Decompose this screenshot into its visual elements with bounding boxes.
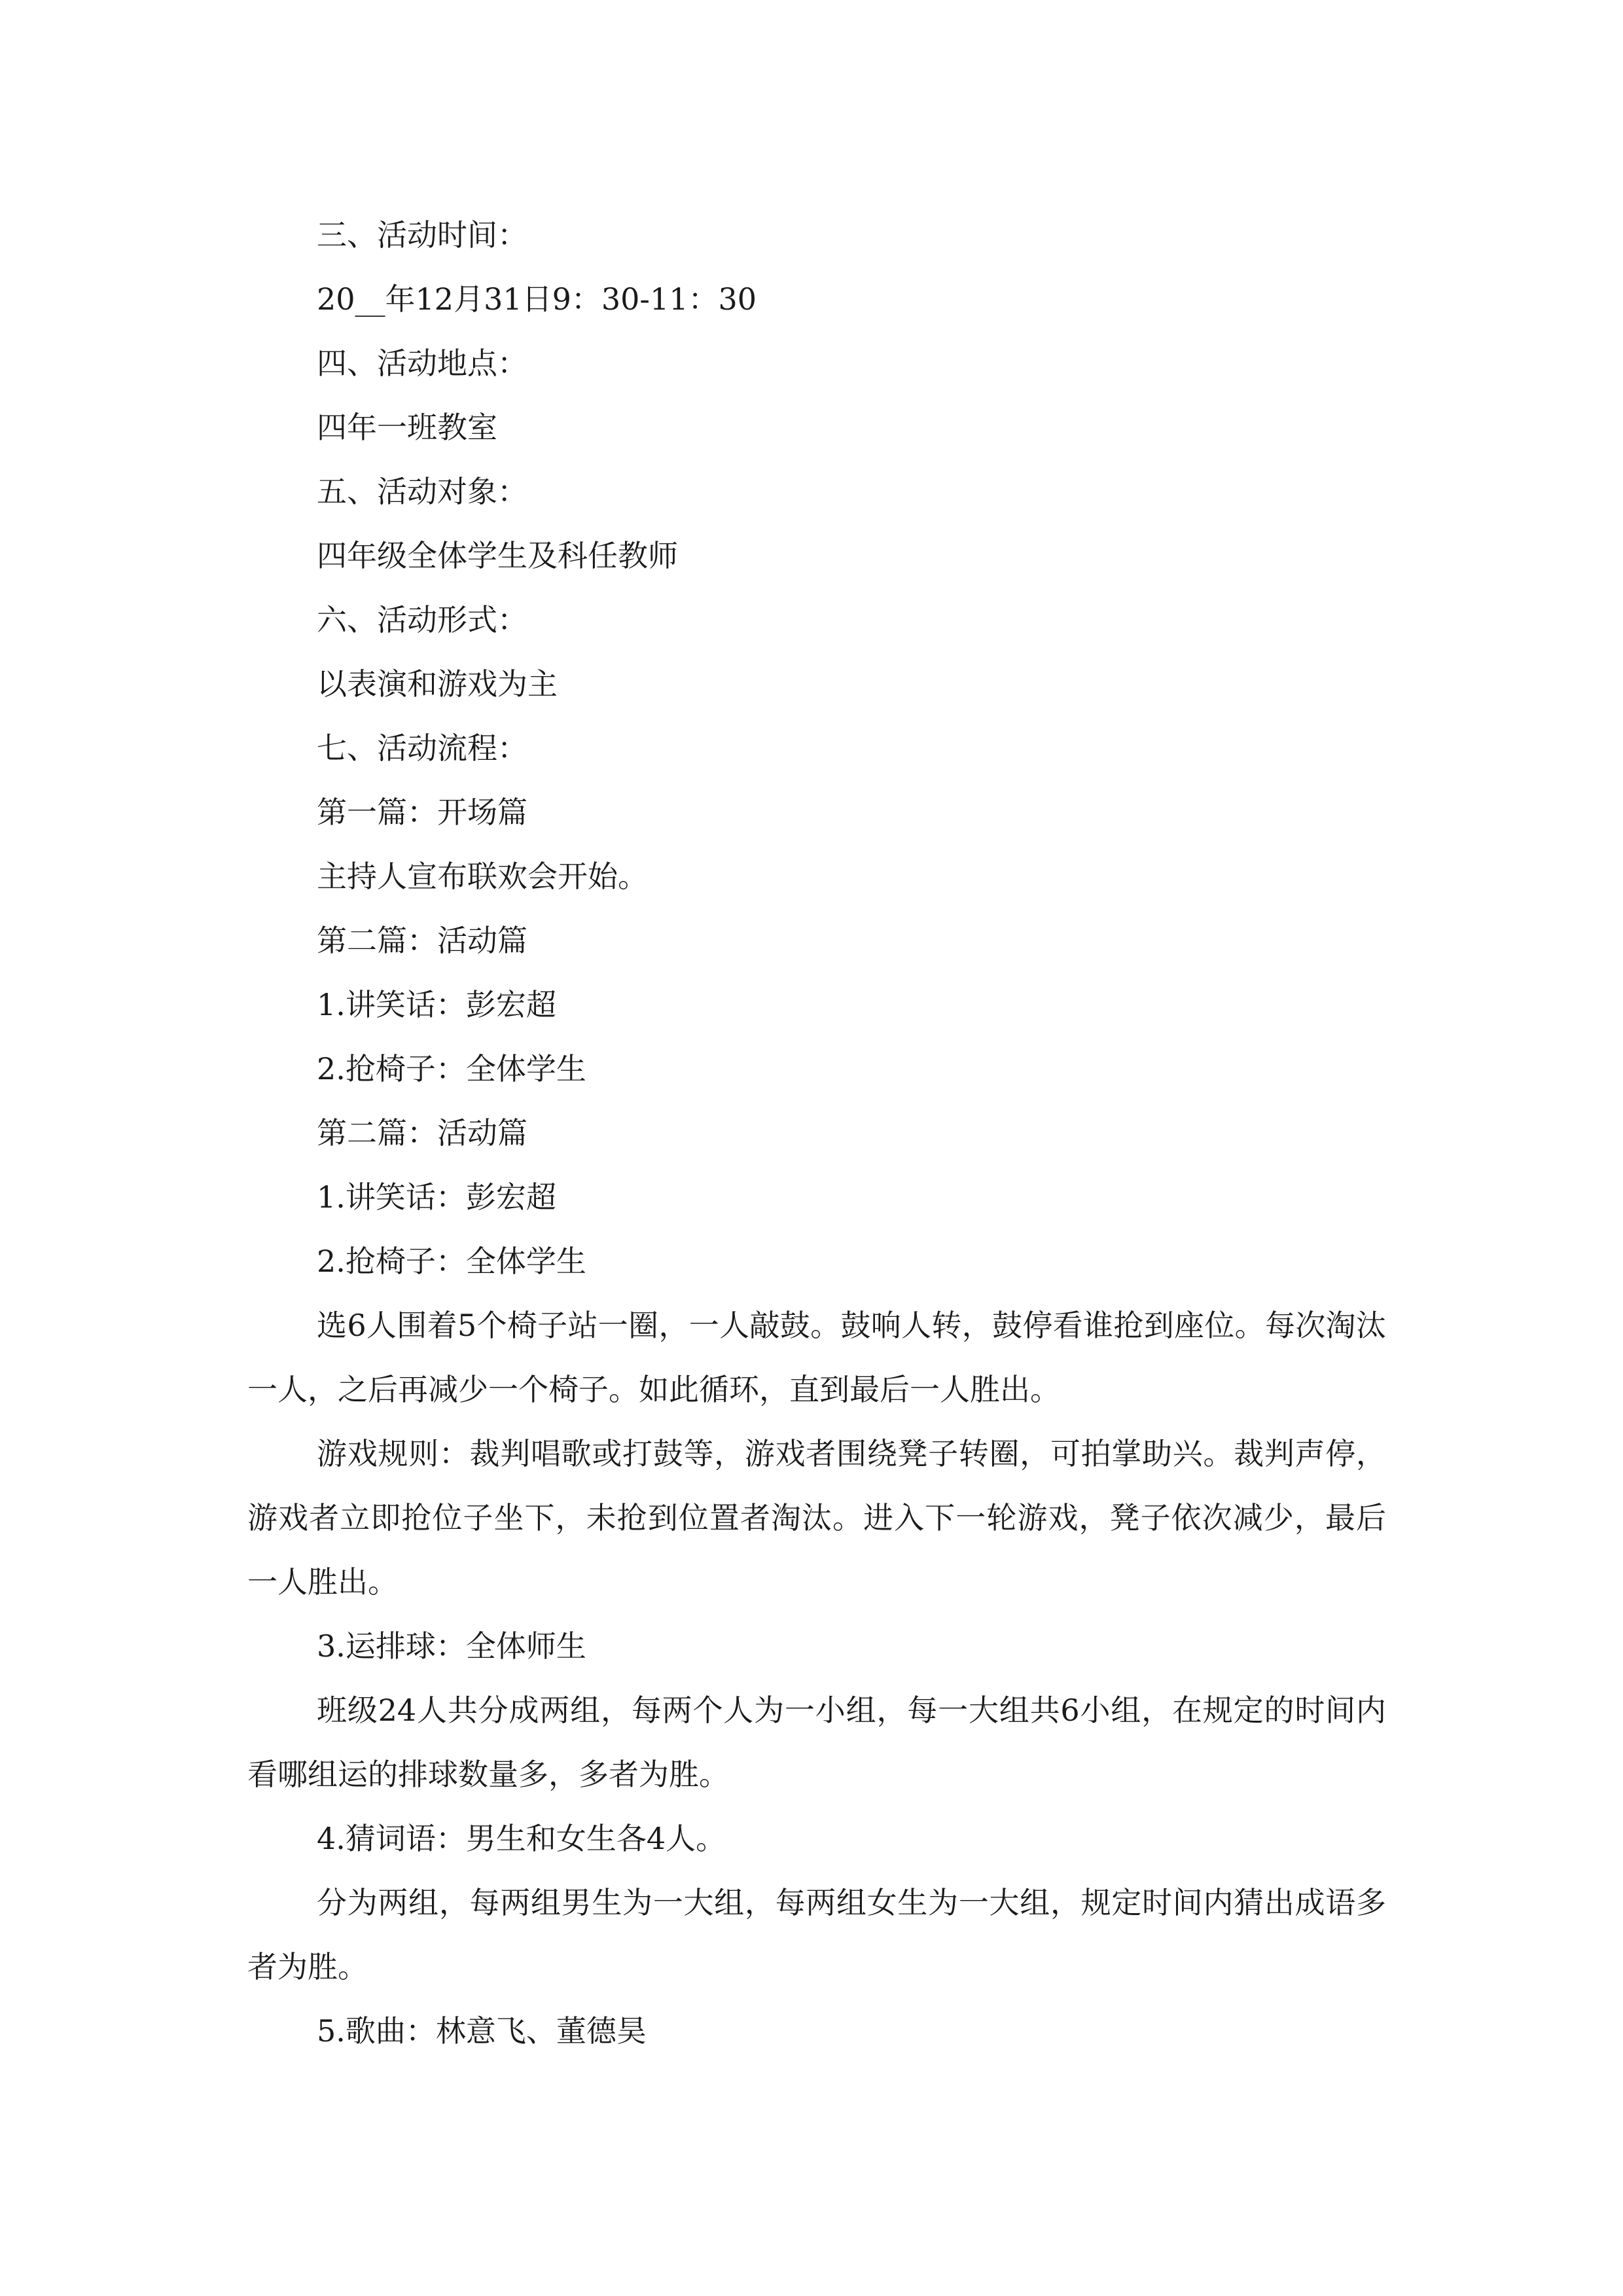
item-guess-words: 4.猜词语：男生和女生各4人。 <box>317 1821 726 1856</box>
heading-activity-time: 三、活动时间： <box>317 217 527 253</box>
activity-location-value: 四年一班教室 <box>317 410 497 445</box>
paragraph-volleyball-description: 班级24人共分成两组，每两个人为一小组，每一大组共6小组，在规定的时间内看哪组运的排球数量多，多者为胜。 <box>247 1693 1386 1792</box>
activity-target-value: 四年级全体学生及科任教师 <box>317 538 678 573</box>
heading-activity-location: 四、活动地点： <box>317 346 527 381</box>
document-body <box>247 203 1386 2063</box>
item-song: 5.歌曲：林意飞、董德昊 <box>317 2013 647 2049</box>
heading-activity-form: 六、活动形式： <box>317 602 527 637</box>
item-chairs: 2.抢椅子：全体学生 <box>317 1051 586 1086</box>
item-jokes-repeat: 1.讲笑话：彭宏超 <box>317 1179 556 1215</box>
heading-activity-target: 五、活动对象： <box>317 474 527 509</box>
paragraph-chairs-description: 选6人围着5个椅子站一圈，一人敲鼓。鼓响人转，鼓停看谁抢到座位。每次淘汰一人，之后再减少一个椅子。如此循环，直到最后一人胜出。 <box>247 1308 1386 1407</box>
paragraph-guess-description: 分为两组，每两组男生为一大组，每两组女生为一大组，规定时间内猜出成语多者为胜。 <box>247 1885 1386 1984</box>
item-chairs-repeat: 2.抢椅子：全体学生 <box>317 1244 586 1279</box>
paragraph-game-rules: 游戏规则：裁判唱歌或打鼓等，游戏者围绕凳子转圈，可拍掌助兴。裁判声停，游戏者立即抢位子坐下，未抢到位置者淘汰。进入下一轮游戏，凳子依次减少，最后一人胜出。 <box>247 1436 1386 1600</box>
heading-activity-process: 七、活动流程： <box>317 730 527 766</box>
activity-form-value: 以表演和游戏为主 <box>317 666 558 702</box>
section-activities-repeat: 第二篇：活动篇 <box>317 1115 527 1151</box>
section-opening: 第一篇：开场篇 <box>317 795 527 830</box>
section-activities: 第二篇：活动篇 <box>317 923 527 958</box>
item-jokes: 1.讲笑话：彭宏超 <box>317 987 556 1022</box>
opening-text: 主持人宣布联欢会开始。 <box>317 859 648 894</box>
activity-time-value: 20__年12月31日9：30-11：30 <box>317 281 757 317</box>
item-volleyball: 3.运排球：全体师生 <box>317 1628 586 1664</box>
